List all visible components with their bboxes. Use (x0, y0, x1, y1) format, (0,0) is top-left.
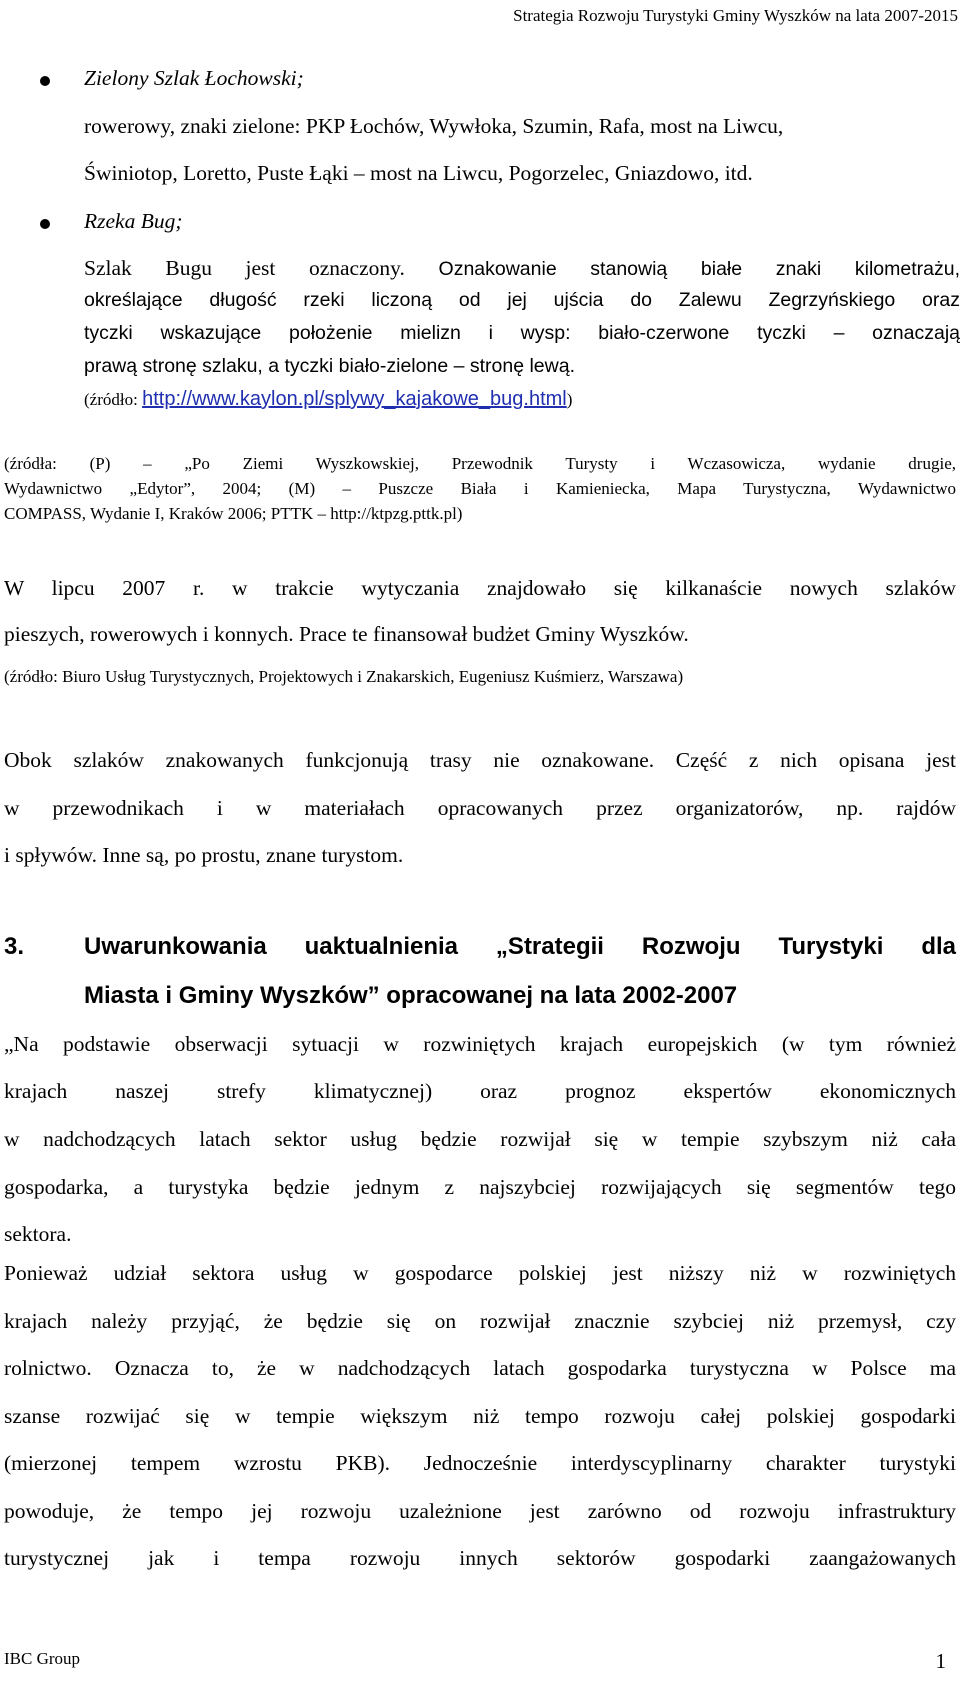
paragraph-line: krajach naszej strefy klimatycznej) oraz prognoz ekspertów ekonomicznych (4, 1079, 956, 1103)
paragraph-line: Ponieważ udział sektora usług w gospodarce polskiej jest niższy niż w rozwiniętych (4, 1261, 956, 1285)
river-name: Rzeka Bug (84, 209, 176, 233)
text-sans: Oznakowanie stanowią białe znaki kilometrażu, (404, 258, 960, 280)
trail-name: Zielony Szlak Łochowski (84, 66, 297, 90)
bullet-point (40, 219, 50, 229)
bullet-point (40, 76, 50, 86)
list-item-text: tyczki wskazujące położenie mielizn i wysp: biało-czerwone tyczki – oznaczają (84, 322, 960, 344)
title-suffix: ; (175, 209, 183, 233)
footer-company: IBC Group (4, 1649, 81, 1668)
source-link[interactable]: http://www.kaylon.pl/splywy_kajakowe_bug.html (142, 388, 567, 410)
sources-note-line: (źródła: (P) – „Po Ziemi Wyszkowskiej, Przewodnik Turysty i Wczasowicza, wydanie drugie, (4, 454, 956, 473)
list-item-text (84, 256, 960, 281)
paragraph-line: powoduje, że tempo jej rozwoju uzależnione jest zarówno od rozwoju infrastruktury (4, 1499, 956, 1523)
list-item-text: rowerowy, znaki zielone: PKP Łochów, Wywłoka, Szumin, Rafa, most na Liwcu, (84, 114, 784, 138)
sources-note-line: Wydawnictwo „Edytor”, 2004; (M) – Puszcze Biała i Kamieniecka, Mapa Turystyczna, Wydawnictwo (4, 479, 956, 498)
paragraph-line: W lipcu 2007 r. w trakcie wytyczania znajdowało się kilkanaście nowych szlaków (4, 576, 956, 600)
source-prefix: (źródło: (84, 390, 143, 409)
source-line (84, 386, 572, 411)
text-serif: Szlak Bugu jest oznaczony. (84, 256, 405, 280)
page-number: 1 (935, 1649, 946, 1673)
section-title: Uwarunkowania uaktualnienia „Strategii Rozwoju Turystyki dla (84, 933, 956, 960)
paragraph-line: pieszych, rowerowych i konnych. Prace te finansował budżet Gminy Wyszków. (4, 622, 689, 646)
paragraph-line: rolnictwo. Oznacza to, że w nadchodzących latach gospodarka turystyczna w Polsce ma (4, 1356, 956, 1380)
list-item-title (84, 209, 183, 234)
paragraph-line: sektora. (4, 1222, 72, 1246)
paragraph-line: w nadchodzących latach sektor usług będzie rozwijał się w tempie szybszym niż cała (4, 1127, 956, 1151)
list-item-text: prawą stronę szlaku, a tyczki biało-zielone – stronę lewą. (84, 355, 575, 377)
section-number: 3. (4, 933, 25, 960)
paragraph-line: turystycznej jak i tempa rozwoju innych sektorów gospodarki zaangażowanych (4, 1546, 956, 1570)
list-item-title (84, 66, 304, 91)
sources-note-line: COMPASS, Wydanie I, Kraków 2006; PTTK – http://ktpzg.pttk.pl) (4, 504, 463, 523)
paragraph-line: krajach należy przyjąć, że będzie się on rozwijał znacznie szybciej niż przemysł, czy (4, 1309, 956, 1333)
section-title: Miasta i Gminy Wyszków” opracowanej na lata 2002-2007 (84, 982, 738, 1009)
paragraph-line: gospodarka, a turystyka będzie jednym z najszybciej rozwijających się segmentów tego (4, 1175, 956, 1199)
list-item-text: Świniotop, Loretto, Puste Łąki – most na Liwcu, Pogorzelec, Gniazdowo, itd. (84, 161, 753, 185)
paragraph-line: i spływów. Inne są, po prostu, znane turystom. (4, 843, 404, 867)
paragraph-line: Obok szlaków znakowanych funkcjonują trasy nie oznakowane. Część z nich opisana jest (4, 748, 956, 772)
source-line: (źródło: Biuro Usług Turystycznych, Projektowych i Znakarskich, Eugeniusz Kuśmierz, Warszawa) (4, 667, 684, 686)
paragraph-line: „Na podstawie obserwacji sytuacji w rozwiniętych krajach europejskich (w tym również (4, 1032, 956, 1056)
source-suffix: ) (566, 390, 573, 409)
title-suffix: ; (296, 66, 304, 90)
page-header-title: Strategia Rozwoju Turystyki Gminy Wyszków na lata 2007-2015 (513, 6, 958, 25)
paragraph-line: w przewodnikach i w materiałach opracowanych przez organizatorów, np. rajdów (4, 796, 956, 820)
paragraph-line: szanse rozwijać się w tempie większym niż tempo rozwoju całej polskiej gospodarki (4, 1404, 956, 1428)
list-item-text: określające długość rzeki liczoną od jej ujścia do Zalewu Zegrzyńskiego oraz (84, 289, 960, 311)
paragraph-line: (mierzonej tempem wzrostu PKB). Jednocześnie interdyscyplinarny charakter turystyki (4, 1451, 956, 1475)
